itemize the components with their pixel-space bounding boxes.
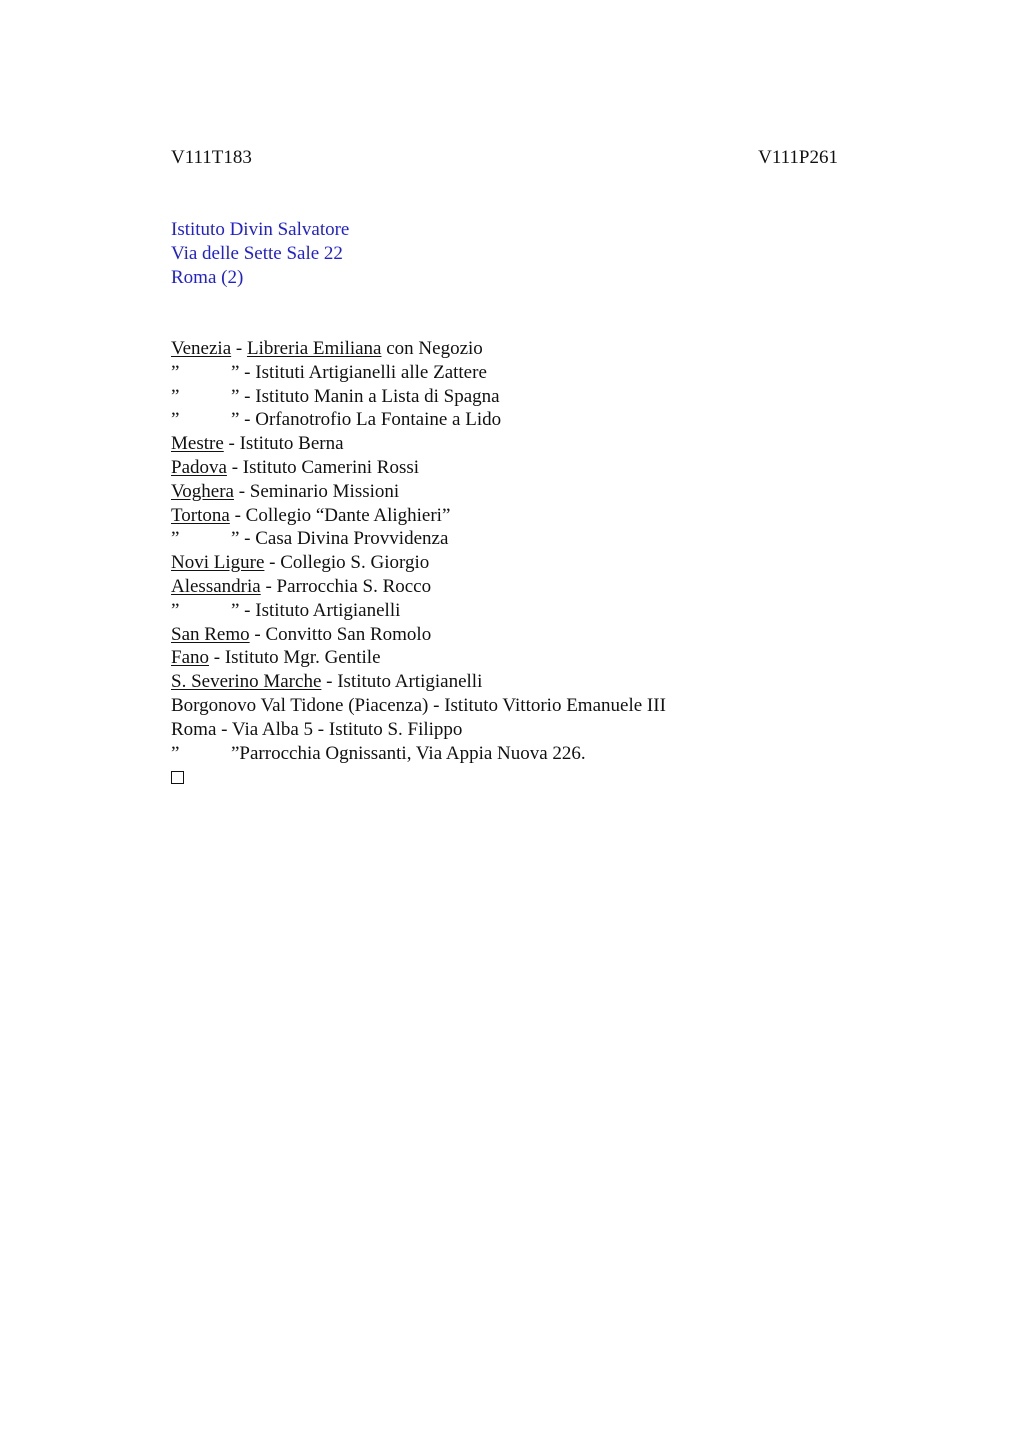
place-name: Novi Ligure xyxy=(171,552,265,574)
ditto-mark: ” xyxy=(171,409,180,431)
list-item xyxy=(171,670,666,694)
list-item xyxy=(171,575,666,599)
square-icon xyxy=(171,771,184,784)
list-item xyxy=(171,551,666,575)
place-name: S. Severino Marche xyxy=(171,671,322,693)
item-text: - Parrocchia S. Rocco xyxy=(260,575,432,597)
list-item xyxy=(171,718,666,742)
address-line-1: Istituto Divin Salvatore xyxy=(171,219,350,240)
list-item xyxy=(171,432,666,456)
list-item xyxy=(171,527,666,551)
item-text: Roma - Via Alba 5 - Istituto S. Filippo xyxy=(171,718,463,740)
end-marker-row xyxy=(171,765,666,789)
ditto-mark: ” xyxy=(171,528,180,550)
list-item xyxy=(171,480,666,504)
item-text: - Istituto Mgr. Gentile xyxy=(209,647,381,669)
address-line-2: Via delle Sette Sale 22 xyxy=(171,243,343,264)
place-name: Mestre xyxy=(171,433,224,455)
list-item xyxy=(171,646,666,670)
item-text: - Istituto Berna xyxy=(223,433,344,455)
item-text: - Collegio S. Giorgio xyxy=(264,552,430,574)
address-line-3: Roma (2) xyxy=(171,267,244,288)
place-name: Fano xyxy=(171,647,209,669)
separator: - xyxy=(231,338,247,359)
list-item xyxy=(171,361,666,385)
ditto-mark: ” xyxy=(171,599,180,621)
item-text: - Istituto Camerini Rossi xyxy=(226,456,420,478)
place-name: Padova xyxy=(171,456,227,478)
list-item xyxy=(171,599,666,623)
place-name: Alessandria xyxy=(171,575,261,597)
item-text: ” - Istituto Manin a Lista di Spagna xyxy=(231,385,500,407)
item-text: Borgonovo Val Tidone (Piacenza) - Istituto Vittorio Emanuele III xyxy=(171,694,666,716)
list-item xyxy=(171,504,666,528)
ditto-mark: ” xyxy=(171,742,180,764)
list-item xyxy=(171,742,666,766)
ditto-mark: ” xyxy=(171,385,180,407)
item-text: ”Parrocchia Ognissanti, Via Appia Nuova 226. xyxy=(231,742,586,764)
list-item xyxy=(171,456,666,480)
header-left-code: V111T183 xyxy=(171,147,252,168)
list-item xyxy=(171,623,666,647)
ditto-mark: ” xyxy=(171,361,180,383)
list-item xyxy=(171,408,666,432)
place-name: San Remo xyxy=(171,623,250,645)
item-text: ” - Istituti Artigianelli alle Zattere xyxy=(231,361,487,383)
item-text: - Collegio “Dante Alighieri” xyxy=(229,504,451,526)
institution-name: Libreria Emiliana xyxy=(246,338,382,359)
place-name: Tortona xyxy=(171,504,230,526)
item-text: ” - Orfanotrofio La Fontaine a Lido xyxy=(231,409,502,431)
list-item xyxy=(171,385,666,409)
list-item xyxy=(171,337,666,361)
list-item xyxy=(171,694,666,718)
place-name: Voghera xyxy=(171,480,234,502)
place-name: Venezia xyxy=(171,338,232,359)
header-right-code: V111P261 xyxy=(758,147,838,168)
item-text: ” - Istituto Artigianelli xyxy=(231,599,401,621)
item-text: con Negozio xyxy=(381,338,483,359)
item-text: - Istituto Artigianelli xyxy=(321,671,483,693)
item-text: - Convitto San Romolo xyxy=(249,623,432,645)
recipient-address xyxy=(171,218,349,290)
institution-list xyxy=(171,337,666,789)
item-text: ” - Casa Divina Provvidenza xyxy=(231,528,449,550)
item-text: - Seminario Missioni xyxy=(233,480,400,502)
